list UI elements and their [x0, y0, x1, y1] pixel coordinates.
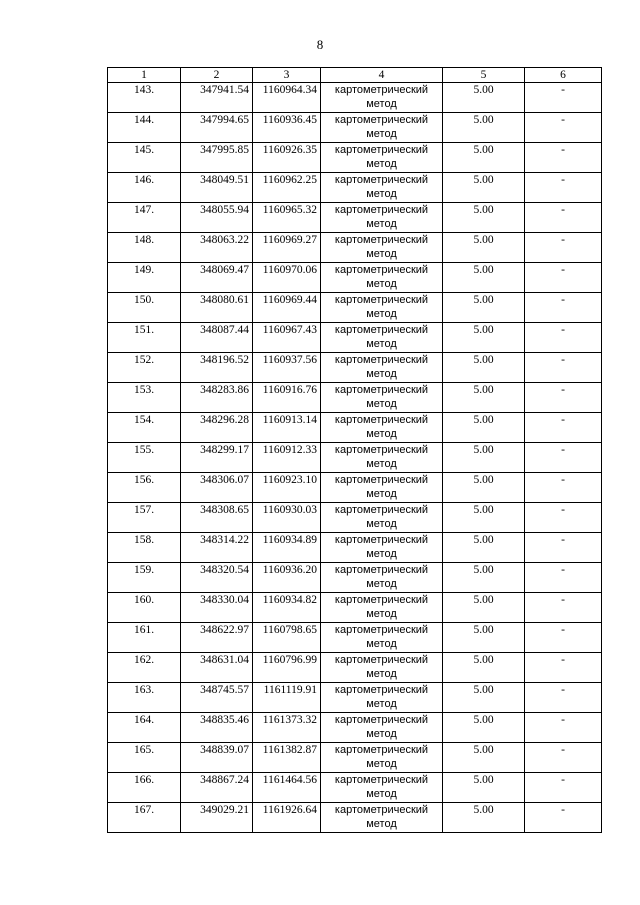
- accuracy-cell: 5.00: [443, 143, 525, 173]
- x-coordinate-cell: 348283.86: [181, 383, 253, 413]
- point-number-cell: 144.: [108, 113, 181, 143]
- table-row: [108, 473, 602, 503]
- y-coordinate-cell: 1160798.65: [253, 623, 321, 653]
- point-number-cell: 164.: [108, 713, 181, 743]
- method-cell: картометрический метод: [321, 413, 443, 443]
- point-number-cell: 163.: [108, 683, 181, 713]
- table-row: [108, 443, 602, 473]
- y-coordinate-cell: 1160962.25: [253, 173, 321, 203]
- description-cell: -: [525, 203, 602, 233]
- accuracy-cell: 5.00: [443, 83, 525, 113]
- method-cell: картометрический метод: [321, 503, 443, 533]
- method-cell: картометрический метод: [321, 773, 443, 803]
- x-coordinate-cell: 347994.65: [181, 113, 253, 143]
- table-header-row: [108, 68, 602, 83]
- x-coordinate-cell: 348055.94: [181, 203, 253, 233]
- accuracy-cell: 5.00: [443, 113, 525, 143]
- x-coordinate-cell: 348087.44: [181, 323, 253, 353]
- description-cell: -: [525, 803, 602, 833]
- column-header: 5: [443, 68, 525, 83]
- y-coordinate-cell: 1160930.03: [253, 503, 321, 533]
- table-row: [108, 383, 602, 413]
- coordinates-table: [107, 67, 602, 833]
- description-cell: -: [525, 473, 602, 503]
- point-number-cell: 160.: [108, 593, 181, 623]
- table-row: [108, 623, 602, 653]
- y-coordinate-cell: 1161119.91: [253, 683, 321, 713]
- x-coordinate-cell: 348867.24: [181, 773, 253, 803]
- method-cell: картометрический метод: [321, 683, 443, 713]
- accuracy-cell: 5.00: [443, 683, 525, 713]
- y-coordinate-cell: 1161926.64: [253, 803, 321, 833]
- description-cell: -: [525, 233, 602, 263]
- accuracy-cell: 5.00: [443, 593, 525, 623]
- accuracy-cell: 5.00: [443, 713, 525, 743]
- description-cell: -: [525, 743, 602, 773]
- point-number-cell: 166.: [108, 773, 181, 803]
- y-coordinate-cell: 1160964.34: [253, 83, 321, 113]
- x-coordinate-cell: 348320.54: [181, 563, 253, 593]
- x-coordinate-cell: 348308.65: [181, 503, 253, 533]
- y-coordinate-cell: 1160969.44: [253, 293, 321, 323]
- method-cell: картометрический метод: [321, 653, 443, 683]
- x-coordinate-cell: 348196.52: [181, 353, 253, 383]
- method-cell: картометрический метод: [321, 263, 443, 293]
- method-cell: картометрический метод: [321, 173, 443, 203]
- description-cell: -: [525, 623, 602, 653]
- method-cell: картометрический метод: [321, 233, 443, 263]
- column-header: 4: [321, 68, 443, 83]
- description-cell: -: [525, 533, 602, 563]
- method-cell: картометрический метод: [321, 443, 443, 473]
- description-cell: -: [525, 593, 602, 623]
- point-number-cell: 145.: [108, 143, 181, 173]
- x-coordinate-cell: 349029.21: [181, 803, 253, 833]
- method-cell: картометрический метод: [321, 533, 443, 563]
- accuracy-cell: 5.00: [443, 413, 525, 443]
- x-coordinate-cell: 348049.51: [181, 173, 253, 203]
- description-cell: -: [525, 293, 602, 323]
- table-row: [108, 563, 602, 593]
- table-row: [108, 743, 602, 773]
- point-number-cell: 152.: [108, 353, 181, 383]
- method-cell: картометрический метод: [321, 293, 443, 323]
- y-coordinate-cell: 1160796.99: [253, 653, 321, 683]
- table-row: [108, 143, 602, 173]
- y-coordinate-cell: 1160936.45: [253, 113, 321, 143]
- table-row: [108, 263, 602, 293]
- point-number-cell: 146.: [108, 173, 181, 203]
- y-coordinate-cell: 1160916.76: [253, 383, 321, 413]
- x-coordinate-cell: 348069.47: [181, 263, 253, 293]
- y-coordinate-cell: 1160934.82: [253, 593, 321, 623]
- method-cell: картометрический метод: [321, 353, 443, 383]
- y-coordinate-cell: 1161382.87: [253, 743, 321, 773]
- y-coordinate-cell: 1161373.32: [253, 713, 321, 743]
- point-number-cell: 167.: [108, 803, 181, 833]
- x-coordinate-cell: 348330.04: [181, 593, 253, 623]
- table-row: [108, 203, 602, 233]
- description-cell: -: [525, 113, 602, 143]
- table-row: [108, 503, 602, 533]
- accuracy-cell: 5.00: [443, 623, 525, 653]
- table-row: [108, 113, 602, 143]
- y-coordinate-cell: 1160923.10: [253, 473, 321, 503]
- accuracy-cell: 5.00: [443, 653, 525, 683]
- point-number-cell: 155.: [108, 443, 181, 473]
- description-cell: -: [525, 143, 602, 173]
- method-cell: картометрический метод: [321, 803, 443, 833]
- y-coordinate-cell: 1160970.06: [253, 263, 321, 293]
- x-coordinate-cell: 348063.22: [181, 233, 253, 263]
- x-coordinate-cell: 348631.04: [181, 653, 253, 683]
- point-number-cell: 153.: [108, 383, 181, 413]
- point-number-cell: 157.: [108, 503, 181, 533]
- accuracy-cell: 5.00: [443, 323, 525, 353]
- y-coordinate-cell: 1160913.14: [253, 413, 321, 443]
- y-coordinate-cell: 1160912.33: [253, 443, 321, 473]
- table-body: [108, 83, 602, 833]
- column-header: 6: [525, 68, 602, 83]
- y-coordinate-cell: 1160965.32: [253, 203, 321, 233]
- accuracy-cell: 5.00: [443, 563, 525, 593]
- accuracy-cell: 5.00: [443, 383, 525, 413]
- column-header: 3: [253, 68, 321, 83]
- accuracy-cell: 5.00: [443, 533, 525, 563]
- x-coordinate-cell: 348745.57: [181, 683, 253, 713]
- table-row: [108, 83, 602, 113]
- y-coordinate-cell: 1160969.27: [253, 233, 321, 263]
- description-cell: -: [525, 383, 602, 413]
- description-cell: -: [525, 83, 602, 113]
- accuracy-cell: 5.00: [443, 233, 525, 263]
- y-coordinate-cell: 1160926.35: [253, 143, 321, 173]
- method-cell: картометрический метод: [321, 473, 443, 503]
- accuracy-cell: 5.00: [443, 293, 525, 323]
- accuracy-cell: 5.00: [443, 263, 525, 293]
- method-cell: картометрический метод: [321, 83, 443, 113]
- accuracy-cell: 5.00: [443, 353, 525, 383]
- description-cell: -: [525, 773, 602, 803]
- point-number-cell: 162.: [108, 653, 181, 683]
- description-cell: -: [525, 323, 602, 353]
- accuracy-cell: 5.00: [443, 443, 525, 473]
- x-coordinate-cell: 348835.46: [181, 713, 253, 743]
- table-row: [108, 713, 602, 743]
- table-row: [108, 233, 602, 263]
- method-cell: картометрический метод: [321, 383, 443, 413]
- point-number-cell: 165.: [108, 743, 181, 773]
- description-cell: -: [525, 263, 602, 293]
- accuracy-cell: 5.00: [443, 803, 525, 833]
- table-row: [108, 773, 602, 803]
- x-coordinate-cell: 348296.28: [181, 413, 253, 443]
- accuracy-cell: 5.00: [443, 203, 525, 233]
- y-coordinate-cell: 1160937.56: [253, 353, 321, 383]
- description-cell: -: [525, 173, 602, 203]
- y-coordinate-cell: 1160936.20: [253, 563, 321, 593]
- method-cell: картометрический метод: [321, 623, 443, 653]
- method-cell: картометрический метод: [321, 593, 443, 623]
- x-coordinate-cell: 348839.07: [181, 743, 253, 773]
- point-number-cell: 161.: [108, 623, 181, 653]
- point-number-cell: 154.: [108, 413, 181, 443]
- accuracy-cell: 5.00: [443, 173, 525, 203]
- point-number-cell: 151.: [108, 323, 181, 353]
- description-cell: -: [525, 563, 602, 593]
- y-coordinate-cell: 1161464.56: [253, 773, 321, 803]
- column-header: 1: [108, 68, 181, 83]
- description-cell: -: [525, 413, 602, 443]
- description-cell: -: [525, 653, 602, 683]
- point-number-cell: 143.: [108, 83, 181, 113]
- point-number-cell: 150.: [108, 293, 181, 323]
- x-coordinate-cell: 348622.97: [181, 623, 253, 653]
- accuracy-cell: 5.00: [443, 473, 525, 503]
- method-cell: картометрический метод: [321, 323, 443, 353]
- accuracy-cell: 5.00: [443, 773, 525, 803]
- x-coordinate-cell: 348306.07: [181, 473, 253, 503]
- table-row: [108, 323, 602, 353]
- point-number-cell: 147.: [108, 203, 181, 233]
- table-row: [108, 413, 602, 443]
- page-number: 8: [316, 37, 324, 52]
- description-cell: -: [525, 683, 602, 713]
- description-cell: -: [525, 353, 602, 383]
- x-coordinate-cell: 348080.61: [181, 293, 253, 323]
- method-cell: картометрический метод: [321, 563, 443, 593]
- point-number-cell: 156.: [108, 473, 181, 503]
- table-row: [108, 173, 602, 203]
- y-coordinate-cell: 1160967.43: [253, 323, 321, 353]
- method-cell: картометрический метод: [321, 113, 443, 143]
- x-coordinate-cell: 347941.54: [181, 83, 253, 113]
- table-row: [108, 533, 602, 563]
- point-number-cell: 149.: [108, 263, 181, 293]
- x-coordinate-cell: 348314.22: [181, 533, 253, 563]
- x-coordinate-cell: 348299.17: [181, 443, 253, 473]
- table-row: [108, 293, 602, 323]
- method-cell: картометрический метод: [321, 203, 443, 233]
- method-cell: картометрический метод: [321, 143, 443, 173]
- point-number-cell: 148.: [108, 233, 181, 263]
- accuracy-cell: 5.00: [443, 503, 525, 533]
- table-row: [108, 803, 602, 833]
- column-header: 2: [181, 68, 253, 83]
- description-cell: -: [525, 713, 602, 743]
- table-row: [108, 683, 602, 713]
- description-cell: -: [525, 503, 602, 533]
- table-row: [108, 593, 602, 623]
- table-row: [108, 653, 602, 683]
- point-number-cell: 158.: [108, 533, 181, 563]
- description-cell: -: [525, 443, 602, 473]
- accuracy-cell: 5.00: [443, 743, 525, 773]
- method-cell: картометрический метод: [321, 743, 443, 773]
- x-coordinate-cell: 347995.85: [181, 143, 253, 173]
- y-coordinate-cell: 1160934.89: [253, 533, 321, 563]
- point-number-cell: 159.: [108, 563, 181, 593]
- table-row: [108, 353, 602, 383]
- method-cell: картометрический метод: [321, 713, 443, 743]
